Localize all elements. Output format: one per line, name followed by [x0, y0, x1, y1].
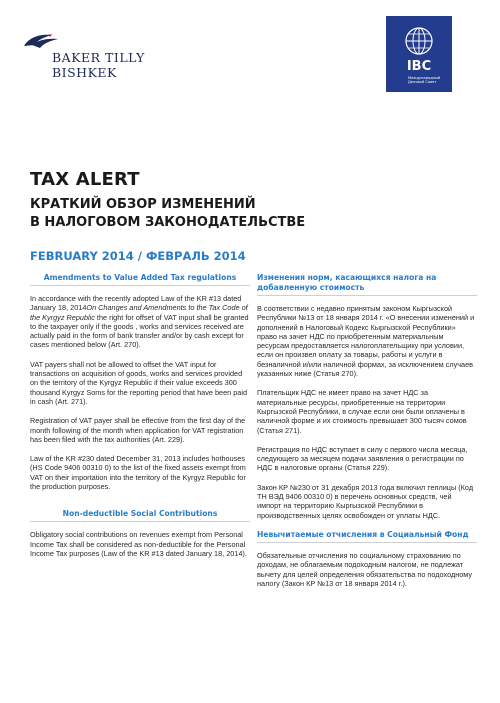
section-title-vat-en: Amendments to Value Added Tax regulations	[30, 273, 250, 286]
paragraph-hothouses-en: Law of the KR #230 dated December 31, 2013 includes hothouses (HS Code 9406 00310 0) to the list of the fixed assets exempt from VAT on their importation into the territory of the Kyrgyz Republic for the production purposes.	[30, 454, 246, 492]
paragraph-registration-ru: Регистрация по НДС вступает в силу с первого числа месяца, следующего за месяцем подачи заявления о регистрации по НДС в налоговые органы (Статья 229).	[257, 444, 468, 473]
issue-date: FEBRUARY 2014 / ФЕВРАЛЬ 2014	[30, 249, 246, 263]
baker-tilly-logo	[22, 32, 162, 80]
ibc-logo	[386, 16, 452, 92]
law-title-italic: On Changes and Amendments to the Tax Code of the Kyrgyz Republic	[30, 303, 248, 322]
paragraph-social-ru: Обязательные отчисления по социальному страхованию по доходам, не облагаемым подоходным налогом, не подлежат вычету для целей определения обязательства по подоходному налогу (Закон КР №13 от 18 января 2014 г.).	[257, 550, 473, 588]
company-name-line2: BISHKEK	[52, 65, 117, 80]
paragraph-social-en: Obligatory social contributions on revenues exempt from Personal Income Tax shall be considered as non-deductible for the Personal Income Tax purposes (Law of the KR #13 dated January 18, 2014).	[30, 530, 247, 558]
subtitle-line1: КРАТКИЙ ОБЗОР ИЗМЕНЕНИЙ	[30, 197, 256, 212]
paragraph-vat-offset-ru: В соответствии с недавно принятым законом Кыргызской Республики №13 от 18 января 2014 г. «О внесении изменений и дополнений в Налоговый Кодекс Кыргызской Республики» право на зачет НДС по приобретенным материальным ресурсам предоставляется налогоплательщику при условии, если он произвел оплату за товары, работы и услуги в безналичной и/или наличной формах, за исключением случаев указанных ниже (Статья 270).	[257, 304, 475, 379]
ibc-logo-text: IBC	[406, 59, 432, 74]
russian-column	[257, 273, 477, 598]
ibc-logo-subtext: Международный Деловой Совет	[408, 76, 441, 85]
english-column	[30, 273, 250, 568]
subtitle-line2: В НАЛОГОВОМ ЗАКОНОДАТЕЛЬСТВЕ	[30, 215, 306, 230]
text-span: the right for offset of VAT input shall be granted to the taxpayer only if the goods , works and services received are actually paid in the form of bank transfer and/or by cash except for cases mentioned below (Art. 270).	[30, 312, 249, 350]
paragraph-hothouses-ru: Закон КР №230 от 31 декабря 2013 года включил теплицы (Код ТН ВЭД 9406 00310 0) в перечень основных средств, чей импорт на территорию Кыргызской Республики в производственных целях освобожден от уплаты НДС.	[257, 482, 474, 520]
globe-icon	[404, 26, 434, 56]
section-title-social-en: Non-deductible Social Contributions	[30, 509, 250, 522]
company-name-line1: BAKER TILLY	[52, 50, 145, 65]
paragraph-registration-en: Registration of VAT payer shall be effective from the first day of the month following of the month when application for VAT registration has been filed with the tax authorities (Art. 229).	[30, 416, 246, 444]
document-title: TAX ALERT	[30, 169, 140, 190]
document-subtitle	[30, 196, 330, 232]
section-title-vat-ru: Изменения норм, касающихся налога на добавленную стоимость	[257, 273, 477, 296]
paragraph-vat-offset-en	[30, 294, 250, 350]
section-title-social-ru: Невычитаемые отчисления в Социальный Фонд	[257, 530, 477, 543]
text-span: In accordance with the recently adopted Law of the KR #13 dated January 18, 2014	[30, 294, 242, 313]
paragraph-cash-limit-ru: Плательщик НДС не имеет право на зачет НДС за материальные ресурсы, приобретенные на территории Кыргызской Республики, в случае если они были оплачены в наличной форме и их стоимость превышает 300 тысяч сомов (Статья 271).	[257, 388, 467, 435]
paragraph-cash-limit-en: VAT payers shall not be allowed to offset the VAT input for transactions on acquisition of goods, works and services provided on the territory of the Kyrgyz Republic if their value exceeds 300 thousand Kyrgyz Soms for the reporting period that have been paid in cash (Art. 271).	[30, 359, 248, 406]
